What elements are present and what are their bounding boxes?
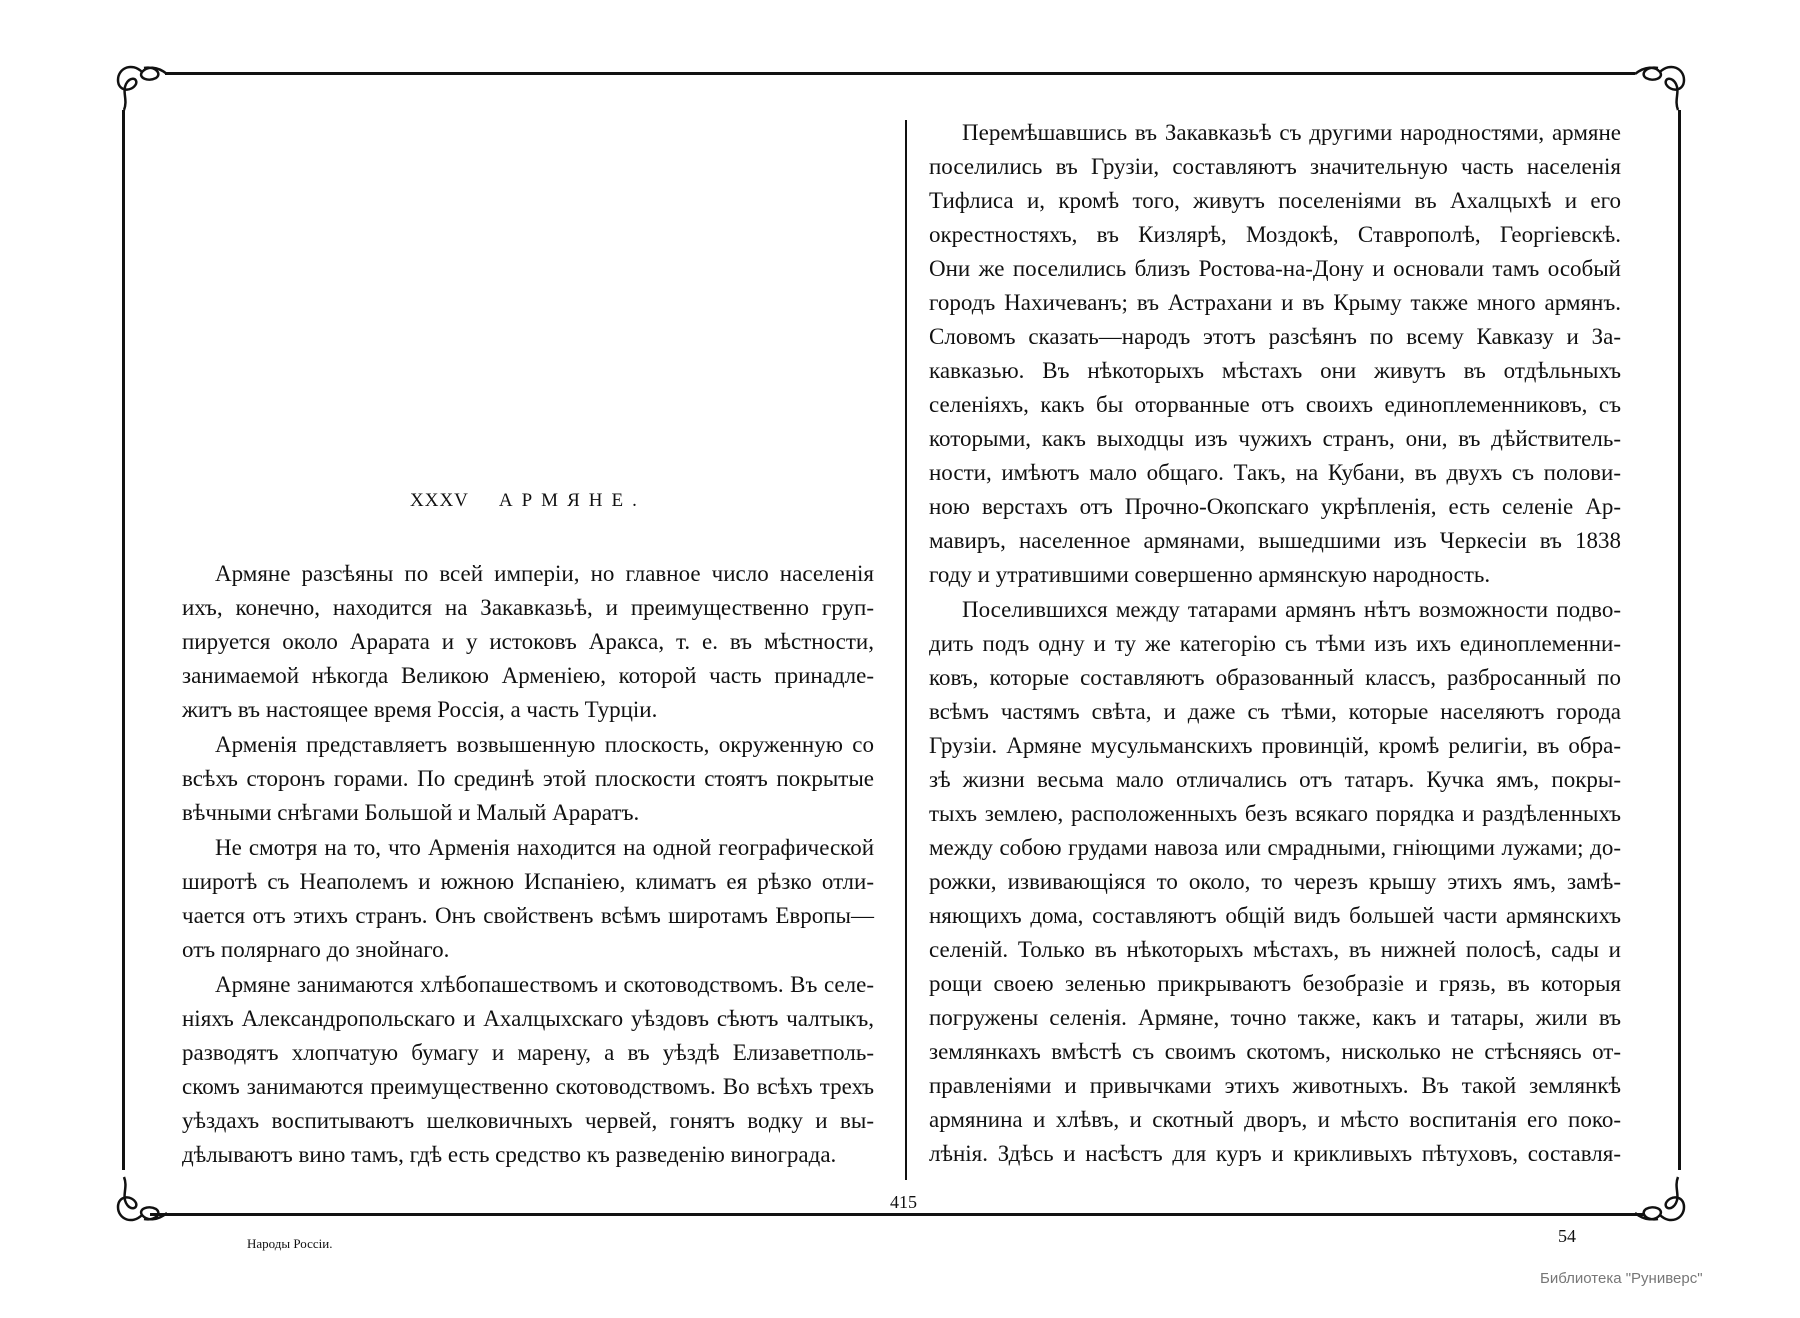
- text-line: Перемѣшавшись въ Закавказьѣ съ другими народностями, армяне: [962, 120, 1621, 145]
- text-line: Армяне разсѣяны по всей имперіи, но главное число населенія: [215, 561, 874, 586]
- paragraph: [182, 968, 874, 1172]
- frame-bottom-rule: [150, 1213, 1645, 1216]
- text-line: ности, имѣютъ мало общаго. Такъ, на Кубани, въ двухъ съ полови-: [929, 460, 1621, 485]
- text-line: землянкахъ вмѣстѣ съ своимъ скотомъ, нисколько не стѣсняясь от-: [929, 1039, 1621, 1064]
- text-line: широтѣ съ Неаполемъ и южною Испаніею, климатъ ея рѣзко отли-: [182, 869, 874, 894]
- text-line: Армяне занимаются хлѣбопашествомъ и скотоводствомъ. Въ селе-: [215, 972, 874, 997]
- text-line: Они же поселились близъ Ростова-на-Дону и основали тамъ особый: [929, 256, 1621, 281]
- page-number: 415: [890, 1192, 917, 1212]
- text-line: дѣлываютъ вино тамъ, гдѣ есть средство къ разведенію винограда.: [182, 1142, 837, 1167]
- text-line: погружены селенія. Армяне, точно также, какъ и татары, жили въ: [929, 1005, 1621, 1030]
- text-line: ковъ, которые составляютъ образованный классъ, разбросанный по: [929, 665, 1621, 690]
- corner-ornament-top-right-icon: [1630, 60, 1690, 115]
- text-line: житъ въ настоящее время Россія, а часть Турціи.: [182, 697, 658, 722]
- text-line: правленіями и привычками этихъ животныхъ. Въ такой землянкѣ: [929, 1073, 1621, 1098]
- text-line: которыми, какъ выходцы изъ чужихъ странъ, они, въ дѣйствитель-: [929, 426, 1621, 451]
- corner-ornament-bottom-left-icon: [112, 1172, 172, 1227]
- text-line: вѣчными снѣгами Большой и Малый Араратъ.: [182, 800, 640, 825]
- paragraph: [929, 116, 1621, 592]
- corner-ornament-top-left-icon: [112, 60, 172, 115]
- text-line: Арменія представляетъ возвышенную плоскость, окруженную со: [215, 732, 874, 757]
- paragraph: [182, 728, 874, 830]
- text-line: селеніяхъ, какъ бы оторванные отъ своихъ единоплеменниковъ, съ: [929, 392, 1621, 417]
- text-line: чается отъ этихъ странъ. Онъ свойственъ всѣмъ широтамъ Европы—: [182, 903, 874, 928]
- paragraph: [929, 593, 1621, 1171]
- chapter-number: XXXV: [410, 490, 469, 511]
- text-line: лѣнія. Здѣсь и насѣстъ для куръ и крикливыхъ пѣтуховъ, составля-: [929, 1141, 1621, 1166]
- text-line: селеній. Только въ нѣкоторыхъ мѣстахъ, въ нижней полосѣ, сады и: [929, 937, 1621, 962]
- text-line: мавиръ, населенное армянами, вышедшими изъ Черкесіи въ 1838: [929, 528, 1621, 553]
- text-line: Не смотря на то, что Арменія находится на одной географической: [215, 835, 874, 860]
- folio-number: 54: [1558, 1226, 1576, 1246]
- text-line: году и утратившими совершенно армянскую народность.: [929, 562, 1491, 587]
- text-line: пируется около Арарата и у истоковъ Аракса, т. е. въ мѣстности,: [182, 629, 874, 654]
- right-column-text: [929, 116, 1621, 1171]
- text-line: поселились въ Грузіи, составляютъ значительную часть населенія: [929, 154, 1621, 179]
- text-line: тыхъ землею, расположенныхъ безъ всякаго порядка и раздѣленныхъ: [929, 801, 1621, 826]
- text-line: Поселившихся между татарами армянъ нѣтъ возможности подво-: [962, 597, 1621, 622]
- library-watermark: Библиотека "Руниверс": [1540, 1270, 1703, 1287]
- text-line: между собою грудами навоза или смрадными, гніющими лужами; до-: [929, 835, 1621, 860]
- text-line: рожки, извивающіяся то около, то черезъ крышу этихъ ямъ, замѣ-: [929, 869, 1621, 894]
- corner-ornament-bottom-right-icon: [1630, 1172, 1690, 1227]
- text-line: городъ Нахичеванъ; въ Астрахани и въ Крыму также много армянъ.: [929, 290, 1621, 315]
- frame-right-rule: [1678, 110, 1681, 1170]
- text-line: уѣздахъ воспитываютъ шелковичныхъ червей, гонятъ водку и вы-: [182, 1108, 874, 1133]
- signature-mark: Народы Россіи.: [247, 1236, 333, 1251]
- text-line: дить подъ одну и ту же категорію съ тѣми изъ ихъ единоплеменни-: [929, 631, 1621, 656]
- column-divider: [905, 120, 907, 1180]
- text-line: Грузіи. Армяне мусульманскихъ провинцій, кромѣ религіи, въ обра-: [929, 733, 1621, 758]
- text-line: всѣхъ сторонъ горами. По срединѣ этой плоскости стоятъ покрытые: [182, 766, 874, 791]
- text-line: всѣмъ частямъ свѣта, и даже съ тѣми, которые населяютъ города: [929, 699, 1621, 724]
- chapter-heading: [410, 490, 646, 512]
- chapter-title: АРМЯНЕ.: [498, 490, 646, 511]
- paragraph: [182, 831, 874, 967]
- text-line: ихъ, конечно, находится на Закавказьѣ, и преимущественно груп-: [182, 595, 874, 620]
- paragraph: [182, 557, 874, 727]
- text-line: окрестностяхъ, въ Кизлярѣ, Моздокѣ, Ставрополѣ, Георгіевскѣ.: [929, 222, 1621, 247]
- text-line: занимаемой нѣкогда Великою Арменіею, которой часть принадле-: [182, 663, 874, 688]
- text-line: кавказью. Въ нѣкоторыхъ мѣстахъ они живутъ въ отдѣльныхъ: [929, 358, 1621, 383]
- text-line: ніяхъ Александропольскаго и Ахалцыхскаго уѣздовъ сѣютъ чалтыкъ,: [182, 1006, 874, 1031]
- text-line: ною верстахъ отъ Прочно-Окопскаго укрѣпленія, есть селеніе Ар-: [929, 494, 1621, 519]
- text-line: рощи своею зеленью прикрываютъ безобразіе и грязь, въ которыя: [929, 971, 1621, 996]
- text-line: Тифлиса и, кромѣ того, живутъ поселеніями въ Ахалцыхѣ и его: [929, 188, 1621, 213]
- left-column-text: [182, 557, 874, 1172]
- text-line: отъ полярнаго до знойнаго.: [182, 937, 450, 962]
- text-line: армянина и хлѣвъ, и скотный дворъ, и мѣсто воспитанія его поко-: [929, 1107, 1621, 1132]
- text-line: зѣ жизни весьма мало отличались отъ татаръ. Кучка ямъ, покры-: [929, 767, 1621, 792]
- frame-top-rule: [165, 72, 1635, 75]
- frame-left-rule: [122, 110, 125, 1170]
- text-line: скомъ занимаются преимущественно скотоводствомъ. Во всѣхъ трехъ: [182, 1074, 874, 1099]
- text-line: няющихъ дома, составляютъ общій видъ большей части армянскихъ: [929, 903, 1621, 928]
- text-line: разводятъ хлопчатую бумагу и марену, а въ уѣздѣ Елизаветполь-: [182, 1040, 874, 1065]
- text-line: Словомъ сказать—народъ этотъ разсѣянъ по всему Кавказу и За-: [929, 324, 1621, 349]
